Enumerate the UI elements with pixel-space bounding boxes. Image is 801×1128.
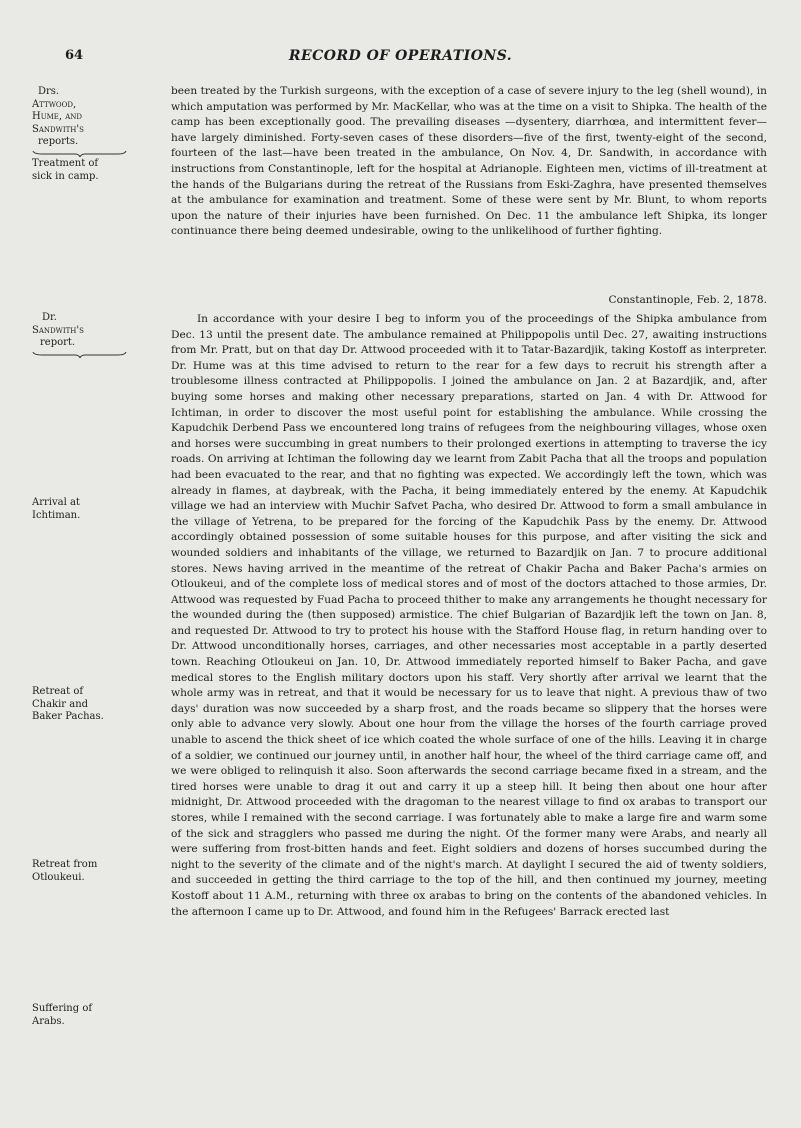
margin-note-line: Baker Pachas. [32, 711, 104, 722]
margin-note-line: Retreat of [32, 686, 84, 697]
letter-dateline: Constantinople, Feb. 2, 1878. [608, 294, 767, 306]
margin-note-line: Ichtiman. [32, 509, 81, 521]
margin-note-line: Chakir and [32, 698, 89, 710]
page-header [0, 48, 801, 68]
margin-note-sandwith-report [32, 312, 152, 350]
margin-note-line: reports. [38, 136, 79, 147]
margin-note-suffering-arabs [32, 1003, 152, 1028]
margin-note-line: Sandwith's [32, 324, 84, 336]
margin-note-retreat-chakir-baker [32, 686, 152, 724]
margin-note-retreat-otloukeui [32, 859, 152, 884]
brace-divider [32, 150, 127, 157]
brace-divider [32, 351, 127, 358]
margin-note-line: report. [40, 337, 76, 348]
margin-note-treatment-of-sick [32, 158, 152, 183]
running-title: RECORD OF OPERATIONS. [288, 48, 513, 64]
margin-note-line: Retreat from [32, 859, 98, 870]
margin-note-line: sick in camp. [32, 170, 99, 182]
margin-note-line: Suffering of [32, 1003, 93, 1014]
margin-note-line: Dr. [42, 312, 57, 323]
margin-note-line: Sandwith's [32, 123, 84, 135]
paragraph-sandwith-report [171, 312, 767, 920]
margin-note-line: Hume, and [32, 111, 83, 122]
margin-note-line: Attwood, [32, 98, 77, 110]
margin-note-line: Treatment of [32, 158, 99, 169]
page-number: 64 [65, 48, 84, 63]
body-paragraph: In accordance with your desire I beg to inform you of the proceedings of the Shipka ambulance from Dec. 13 until the present date. The ambulance remained at Philippopolis until Dec. 27, awaiting instructions from Mr. Pratt, but on that day Dr. Attwood proceeded with it to Tatar-Bazardjik, taking Kostoff as interpreter. Dr. Hume was at this time advised to return to the rear for a few days to recruit his strength after a troublesome illness contracted at Philippopolis. I joined the ambulance on Jan. 2 at Bazardjik, and, after buying some horses and making other necessary preparations, started on Jan. 4 with Dr. Attwood for Ichtiman, in order to discover the most useful point for establishing the ambulance. While crossing the Kapudchik Derbend Pass we encountered long trains of refugees from the neighbouring villages, whose oxen and horses were succumbing in great numbers to their prolonged exertions in attempting to traverse the icy roads. On arriving at Ichtiman the following day we learnt from Zabit Pacha that all the troops and population had been evacuated to the rear, and that no fighting was expected. We accordingly left the town, which was already in flames, at daybreak, with the Pacha, it being immediately entered by the enemy. At Kapudchik village we had an interview with Muchir Safvet Pacha, who desired Dr. Attwood to form a small ambulance in the village of Yetrena, to be prepared for the forcing of the Kapudchik Pass by the enemy. Dr. Attwood accordingly obtained possession of some suitable houses for this purpose, and after visiting the sick and wounded soldiers and inhabitants of the village, we returned to Bazardjik on Jan. 7 to procure additional stores. News having arrived in the meantime of the retreat of Chakir Pacha and Baker Pacha's armies on Otloukeui, and of the complete loss of medical stores and of most of the doctors attached to those armies, Dr. Attwood was requested by Fuad Pacha to proceed thither to make any arrangements he thought necessary for the wounded during the (then supposed) armistice. The chief Bulgarian of Bazardjik left the town on Jan. 8, and requested Dr. Attwood to try to protect his house with the Stafford House flag, in return handing over to Dr. Attwood unconditionally horses, carriages, and other necessaries most acceptable in a partly deserted town. Reaching Otloukeui on Jan. 10, Dr. Attwood immediately reported himself to Baker Pacha, and gave medical stores to the English military doctors upon his staff. Very shortly after arrival we learnt that the whole army was in retreat, and that it would be necessary for us to leave that night. A previous thaw of two days' duration was now succeeded by a sharp frost, and the roads became so slippery that the horses were only able to advance very slowly. About one hour from the village the horses of the fourth carriage proved unable to ascend the thick sheet of ice which coated the whole surface of one of the hills. Leaving it in charge of a soldier, we continued our journey until, in another half hour, the wheel of the third carriage came off, and we were obliged to relinquish it also. Soon afterwards the second carriage became fixed in a stream, and the tired horses were unable to drag it out and carry it up a steep hill. It being then about one hour after midnight, Dr. Attwood proceeded with the dragoman to the nearest village to find ox arabas to transport our stores, while I remained with the second carriage. I was fortunately able to make a large fire and warm some of the sick and stragglers who passed me during the night. Of the former many were Arabs, and nearly all were suffering from frost-bitten hands and feet. Eight soldiers and dozens of horses succumbed during the night to the severity of the climate and of the night's march. At daylight I secured the aid of twenty soldiers, and succeeded in getting the third carriage to the top of the hill, and then continued my journey, meeting Kostoff about 11 A.M., returning with three ox arabas to bring on the contents of the abandoned vehicles. In the afternoon I came up to Dr. Attwood, and found him in the Refugees' Barrack erected last [171, 313, 767, 918]
margin-note-line: Drs. [38, 86, 60, 97]
paragraph-shipka-camp [171, 84, 767, 240]
margin-note-line: Arabs. [32, 1015, 65, 1027]
margin-note-line: Otloukeui. [32, 871, 85, 883]
margin-note-attwood-hume-sandwith [32, 86, 152, 149]
body-paragraph: been treated by the Turkish surgeons, with the exception of a case of severe injury to the leg (shell wound), in which amputation was performed by Mr. MacKellar, who was at the time on a visit to Shipka. The health of the camp has been exceptionally good. The prevailing diseases —dysentery, diarrhœa, and intermittent fever—have largely diminished. Forty-seven cases of these disorders—five of the first, twenty-eight of the second, fourteen of the last—have been treated in the ambulance, On Nov. 4, Dr. Sandwith, in accordance with instructions from Constantinople, left for the hospital at Adrianople. Eighteen men, victims of ill-treatment at the hands of the Bulgarians during the retreat of the Russians from Eski-Zaghra, have presented themselves at the ambulance for examination and treatment. Some of these were sent by Mr. Blunt, to whom reports upon the nature of their injuries have been furnished. On Dec. 11 the ambulance left Shipka, its longer continuance there being deemed undesirable, owing to the unlikelihood of further fighting. [171, 85, 768, 238]
margin-note-arrival-ichtiman [32, 497, 152, 522]
margin-note-line: Arrival at [32, 497, 80, 508]
